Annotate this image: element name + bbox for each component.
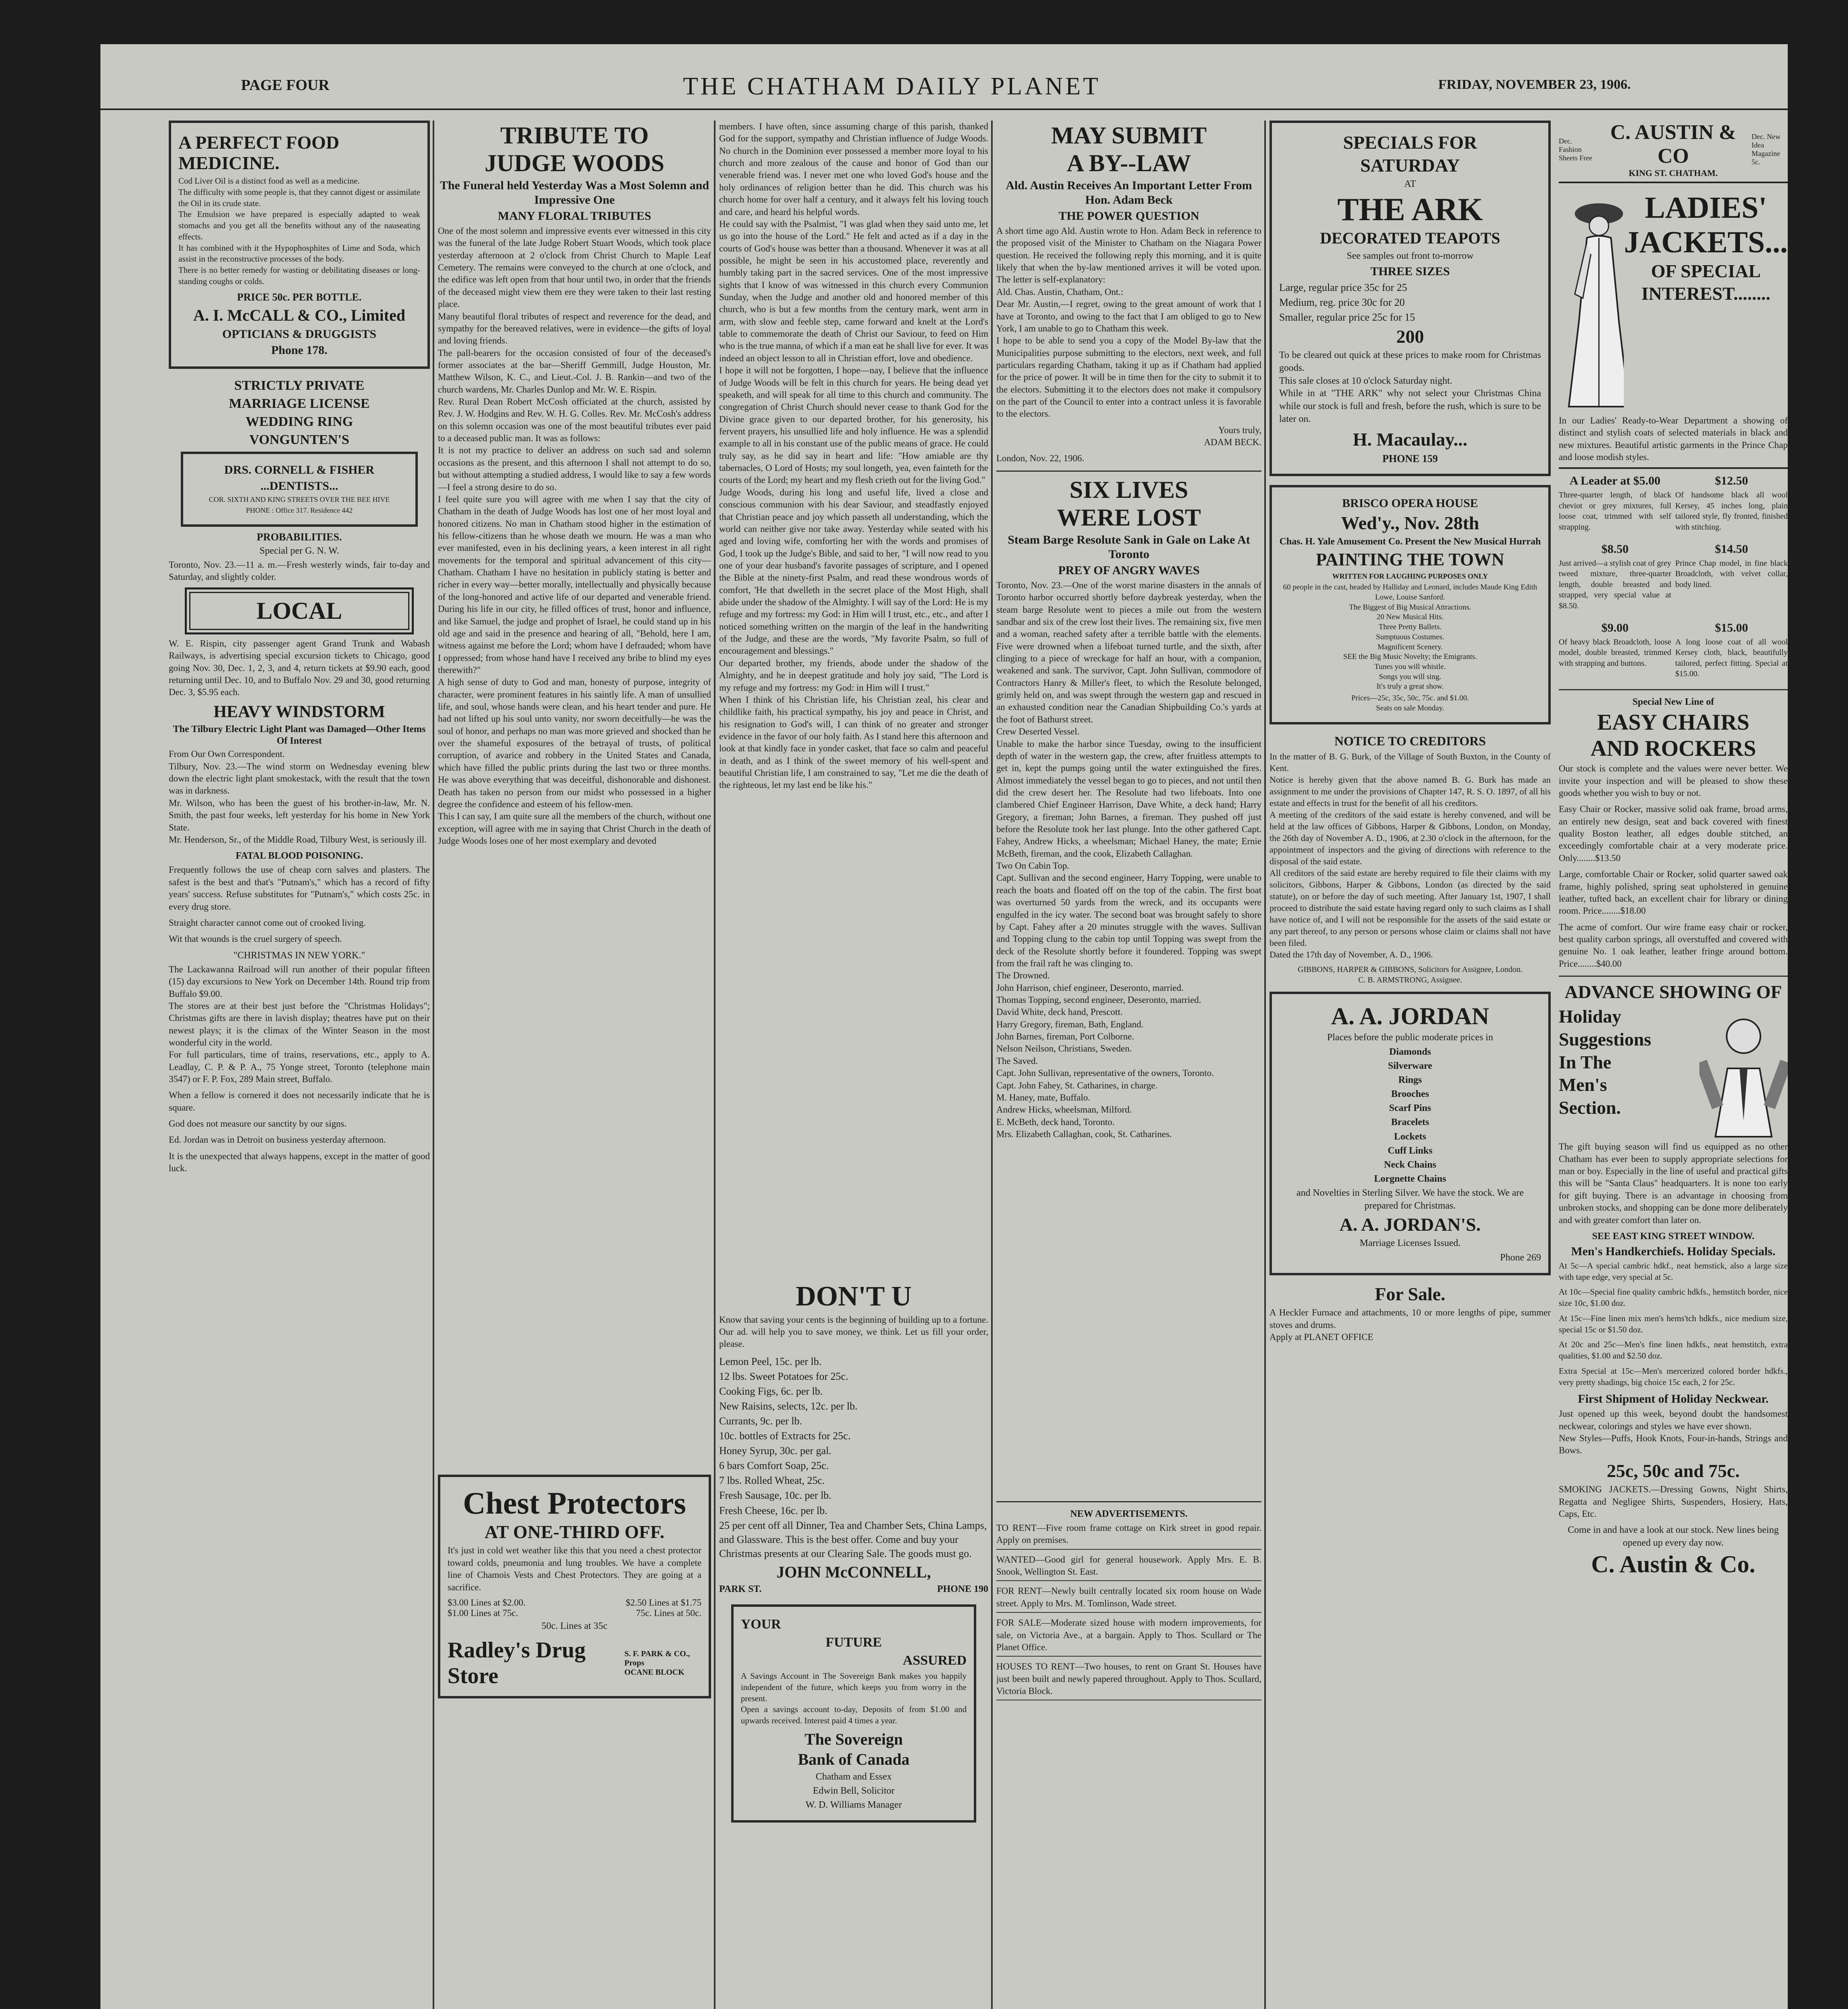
ad-address: COR. SIXTH AND KING STREETS OVER THE BEE HIVE [209,495,390,503]
ad-phone: PHONE 159 [1382,453,1438,465]
classified-ad: WANTED—Good girl for general housework. Apply Mrs. E. B. Snook, Wellington St. East. [996,1554,1261,1581]
divider [1559,689,1788,690]
sovereign-bank-ad [731,1604,976,1823]
mccall-ad [169,121,430,369]
handkerchief-item: At 15c—Fine linen mix men's hems'tch hdkfs., nice medium size, special 15c or $1.50 doz. [1559,1313,1788,1334]
ad-line: SPECIALS FOR [1343,132,1477,153]
dentists-ad [181,452,418,527]
jacket-price: $9.00 [1601,621,1629,634]
probabilities-body: Toronto, Nov. 23.—11 a. m.—Fresh westerly winds, fair to-day and Saturday, and slightly colder. [169,560,430,582]
price-item: Lemon Peel, 15c. per lb. [719,1355,822,1367]
price: $2.50 Lines at $1.75 [626,1597,701,1608]
chair-items [1559,803,1788,970]
price: 50c. Lines at 35c [542,1620,607,1631]
probabilities-head: PROBABILITIES. [257,531,342,543]
local-body: W. E. Rispin, city passenger agent Grand Trunk and Wabash Railways, is advertising special excursion tickets to Chicago, good going Nov. 30, Dec. 1, 2, 3, and 4, return tickets at $9.90 each, good returning until Dec. 10, and to Buffalo Nov. 29 and 30, good returning Dec. 3, $5.95 each. [169,638,430,698]
jordan-intro: Places before the public moderate prices in [1327,1032,1493,1043]
bylaw-place: London, Nov. 22, 1906. [996,453,1084,464]
holiday-h3: Suggestions [1559,1029,1652,1050]
jewelry-item: Bracelets [1391,1117,1429,1128]
column-rule [433,121,434,2009]
ad-line: ASSURED [903,1653,967,1668]
ad-price: Large, regular price 35c for 25 [1279,281,1407,293]
ad-line: DECORATED TEAPOTS [1320,229,1500,248]
dontu-phone: PHONE 190 [937,1583,988,1594]
short-item: Wit that wounds is the cruel surgery of speech. [169,934,342,944]
bylaw-sign: Yours truly, ADAM BECK. [1204,425,1261,448]
price-item: 12 lbs. Sweet Potatoes for 25c. [719,1370,848,1382]
creditors-body: In the matter of B. G. Burk, of the Village of South Buxton, in the County of Kent. Notice is hereby given that the above named B. G. Burk has made an assignment to me under the provisions of Chapter 147, R. S. O. 1897, of all his estate and effects in trust for the benefit of all his creditors. A meeting of the creditors of the said estate is hereby convened, and will be held at the law offices of Gibbons, Harper & Gibbons, London, on Monday, the 26th day of November A. D., 1906, at 2.30 o'clock in the afternoon, for the appointment of inspectors and the giving of directions with reference to the disposal of the said estate. All creditors of the said estate are hereby required to file their claims with my solicitors, Gibbons, Harper & Gibbons, London (as directed by the said statute), on or before the day of such meeting. After January 1st, 1907, I shall proceed to distribute the said estate having regard only to such claims as I shall have notice of, and I will not be responsible for the assets of the said estate or any part thereof, to any person or persons whose claim or claims shall not have been filed. Dated the 17th day of November, A. D., 1906. [1269,751,1551,960]
jackets-h1: LADIES' [1645,191,1767,225]
price-item: New Raisins, selects, 12c. per lb. [719,1400,858,1412]
holiday-h5: Men's [1559,1074,1607,1095]
jewelry-item: Silverware [1388,1060,1433,1071]
jackets-h3: OF SPECIAL [1651,260,1761,281]
price-item: Honey Syrup, 30c. per gal. [719,1445,832,1457]
jacket-item [1675,540,1788,615]
holiday-headline [1559,1004,1699,1141]
price: $3.00 Lines at $2.00. [448,1597,526,1608]
ad-price: Medium, reg. price 30c for 20 [1279,296,1405,308]
column-5 [1269,121,1551,2009]
ad-line: FUTURE [826,1635,882,1650]
classified-ad: TO RENT—Five room frame cottage on Kirk street in good repair. Apply on premises. [996,1522,1261,1550]
creditors-head: NOTICE TO CREDITORS [1334,734,1486,749]
bylaw-sub-2: THE POWER QUESTION [1058,209,1200,223]
chair-item: The acme of comfort. Our wire frame easy chair or rocker, best quality carbon springs, all overstuffed and covered with genuine No. 1 oak leather, leather fringe around bottom. Price........$40.00 [1559,922,1788,969]
tribute-sub: The Funeral held Yesterday Was a Most Solemn and Impressive One [440,179,709,207]
jewelry-item: Lockets [1394,1131,1426,1142]
for-sale-body: A Heckler Furnace and attachments, 10 or more lengths of pipe, summer stoves and drums. Apply at PLANET OFFICE [1269,1307,1551,1342]
divider [996,471,1261,472]
dontu-addr: PARK ST. [719,1583,762,1594]
chairs-pre: Special New Line of [1632,696,1714,707]
jackets-intro: In our Ladies' Ready-to-Wear Department a showing of distinct and stylish coats of selected materials in black and new mixtures. Beautiful artistic garments in the Prince Chap and loose modish styles. [1559,415,1788,462]
ad-line: MARRIAGE LICENSE [229,396,370,411]
bank-manager: W. D. Williams Manager [805,1800,902,1811]
jordan-head: A. A. JORDAN [1331,1003,1489,1030]
lives-head-1: SIX LIVES [1069,476,1188,503]
ad-body: Cod Liver Oil is a distinct food as well as a medicine. The difficulty with some people is, that they cannot digest or assimilate the Oil in its crude state. The Emulsion we have prepared is especially adapted to weak stomachs and you get all the benefits without any of the nauseating effects. It has combined with it the Hypophosphites of Lime and Soda, which assist in the reconstructive processes of the body. There is no better remedy for wasting or debilitating diseases or long-standing coughs or colds. [178,176,420,286]
ad-body: It's just in cold wet weather like this that you need a chest protector toward colds, pneumonia and lung troubles. We have a complete line of Chamois Vests and Chest Protectors. They are going at a sacrifice. [448,1545,701,1592]
price-item: Cooking Figs, 6c. per lb. [719,1385,823,1397]
local-banner [185,587,414,634]
chair-item: Easy Chair or Rocker, massive solid oak frame, broad arms, an entirely new design, seat and back covered with finest quality Boston leather, all edges double stitched, an exceedingly comfortable chair at a very moderate price. Only........$13.50 [1559,804,1788,863]
lives-sub-2: PREY OF ANGRY WAVES [1058,563,1200,577]
jordan-license: Marriage Licenses Issued. [1359,1238,1461,1249]
ad-line: AT [1404,179,1416,190]
newspaper-page [100,44,1788,2009]
handkerchief-item: Extra Special at 15c—Men's mercerized colored border hdkfs., very pretty shadings, big choice 15c each, 2 for 25c. [1559,1366,1788,1387]
jacket-desc: Prince Chap model, in fine black Broadcloth, with velvet collar, body lined. [1675,559,1788,589]
ad-phone: Phone 178. [271,343,327,357]
classified-ad: FOR SALE—Moderate sized house with modern improvements, for sale, on Victoria Ave., at a bargain. Apply to Thos. Scullard or The Planet Office. [996,1617,1261,1657]
windstorm-head: HEAVY WINDSTORM [213,702,385,721]
bank-name-2: Bank of Canada [798,1750,910,1768]
ad-firm: A. I. McCALL & CO., Limited [193,306,405,324]
jacket-item [1559,472,1671,536]
austin-address: KING ST. CHATHAM. [1629,168,1718,178]
ad-line: WEDDING RING [245,414,353,429]
ad-sub: AT ONE-THIRD OFF. [484,1521,664,1542]
ad-line: STRICTLY PRIVATE [234,378,365,393]
austin-footer-firm: C. Austin & Co. [1591,1551,1756,1577]
vonguntens-ad [169,378,430,448]
ad-line: VONGUNTEN'S [249,432,350,447]
price-item: Fresh Cheese, 16c. per lb. [719,1504,828,1516]
windstorm-sub: The Tilbury Electric Light Plant was Damaged—Other Items Of Interest [173,724,426,746]
jackets-h2: JACKETS... [1624,225,1788,259]
jacket-price: $14.50 [1715,542,1748,556]
price-item: Currants, 9c. per lb. [719,1415,802,1427]
jacket-items [1559,467,1788,683]
price-item: 25 per cent off all Dinner, Tea and Chamber Sets, China Lamps, and Glassware. This is the best offer. Come and buy your Christmas presents at our Clearing Sale. The goods must go. [719,1519,987,1559]
jewelry-item: Neck Chains [1384,1160,1437,1170]
chest-protectors-ad [438,1475,711,1698]
ad-line: See samples out front to-morrow [1347,251,1474,262]
lives-sub: Steam Barge Resolute Sank in Gale on Lake At Toronto [1008,533,1250,561]
handkerchief-items [1559,1260,1788,1388]
jacket-price: $15.00 [1715,621,1748,634]
divider [1559,976,1788,977]
jewelry-item: Rings [1398,1074,1422,1085]
opera-tagline: WRITTEN FOR LAUGHING PURPOSES ONLY [1332,572,1488,581]
price-item: Fresh Sausage, 10c. per lb. [719,1489,832,1502]
tribute-sub-2: MANY FLORAL TRIBUTES [498,209,651,223]
ad-trade: OPTICIANS & DRUGGISTS [222,327,376,341]
jacket-desc: A long loose coat of all wool Kersey cloth, black, beautifully tailored, perfect fitting. Special at $15.00. [1675,637,1788,679]
austin-header [1559,121,1788,183]
column-4 [996,121,1261,2009]
jacket-desc: Just arrived—a stylish coat of grey tweed mixture, three-quarter length, double breasted and strapped, very special value at $8.50. [1559,559,1671,610]
neckwear-head: First Shipment of Holiday Neckwear. [1578,1392,1769,1406]
probabilities-sub: Special per G. N. W. [260,545,339,556]
short-item: When a fellow is cornered it does not necessarily indicate that he is square. [169,1090,430,1113]
price: $1.00 Lines at 75c. [448,1608,518,1618]
neckwear-body: Just opened up this week, beyond doubt the handsomest neckwear, colorings and styles we have ever shown. New Styles—Puffs, Hook Knots, Four-in-hands, Strings and Bows. [1559,1409,1788,1456]
holiday-h4: In The [1559,1052,1611,1072]
chairs-h2: AND ROCKERS [1590,736,1756,761]
jacket-desc: Of heavy black Broadcloth, loose model, double breasted, trimmed with strapping and buttons. [1559,637,1671,668]
bank-branch: Chatham and Essex [816,1771,892,1782]
bank-solicitor: Edwin Bell, Solicitor [813,1785,895,1796]
dontu-body: Know that saving your cents is the beginning of building up to a fortune. Our ad. will help you to save money, we think. Let us fill your order, please. [719,1314,988,1349]
ad-headline: A PERFECT FOOD MEDICINE. [178,132,339,173]
classified-ad: FOR RENT—Newly built centrally located six room house on Wade street. Apply to Mrs. M. Tomlinson, Wade street. [996,1585,1261,1613]
jackets-headline [1624,190,1788,415]
column-rule [714,121,715,2009]
handkerchief-item: At 10c—Special fine quality cambric hdkfs., hemstitch border, nice size 10c, $1.00 doz. [1559,1287,1788,1308]
man-with-neckties-illustration [1699,1004,1788,1141]
column-3 [719,121,988,2009]
holiday-h6: Section. [1559,1097,1621,1118]
newspaper-title: THE CHATHAM DAILY PLANET [683,73,1101,100]
price: 75c. Lines at 50c. [636,1608,701,1618]
new-ads-list [996,1522,1261,1700]
ad-line: THREE SIZES [1370,264,1450,278]
masthead [100,72,1788,110]
austin-name-block [1595,121,1752,178]
lives-body: Toronto, Nov. 23.—One of the worst marine disasters in the annals of Toronto harbor occurred shortly before daybreak yesterday, when the steam barge Resolute went to pieces a mile out from the western sandbar and six of the crew lost their lives. The remaining six, five men and a woman, reached safety after a terrible battle with the elements. Five were drowned when a lifeboat turned turtle, and the sixth, after clinging to a piece of wreckage for half an hour, with a companion, weakened and sank. The survivor, Capt. John Sullivan, commodore of Contractors Hanry & Miller's fleet, to which the Resolute belonged, grimly held on, and was swept through the western gap and rescued in an exhausted condition near the Canadian Shipbuilding Co.'s yards at the foot of Bathurst street. Crew Deserted Vessel. Unable to make the harbor since Tuesday, owing to the insufficient depth of water in the western gap, the crew, after fruitless attempts to get in, kept the pumps going until the water extinguished the fires. Almost immediately the vessel began to go to pieces, and not until then did the crew desert her. The Resolute had two lifeboats. Into one clambered Chief Engineer Harrison, Dave White, a deck hand; Harry Gregory, a fireman; John Barnes, a fireman. They pushed off just before the Resolute took her last plunge. Into the other gathered Capt. Fahey, Andrew Hicks, a wheelsman; Michael Haney, the mate; Ernie McBeth, fireman, and the cook, Elizabeth Callaghan. Two On Cabin Top. Capt. Sullivan and the second engineer, Harry Topping, were unable to reach the boats and floated off on the top of the cabin. The first boat was overturned 50 yards from the wreck, and its occupants were engulfed in the icy water. The second boat was brought safely to shore by Capt. Fahey after a 20 minutes struggle with the waves. Sullivan and Topping clung to the cabin top until Topping was swept from the deck of the Resolute shortly before it foundered. Topping was swept from the frail raft he was clinging to. The Drowned. John Harrison, chief engineer, Deseronto, married. Thomas Topping, second engineer, Deseronto, married. David White, deck hand, Prescott. Harry Gregory, fireman, Bath, England. John Barnes, fireman, Port Colborne. Nelson Neilson, Christians, Sweden. The Saved. Capt. John Sullivan, representative of the owners, Toronto. Capt. John Fahey, St. Catharines, in charge. M. Haney, mate, Buffalo. Andrew Hicks, wheelsman, Milford. E. McBeth, deck hand, Toronto. Mrs. Elizabeth Callaghan, cook, St. Catharines. [996,580,1261,1139]
holiday-h2: Holiday [1559,1006,1621,1027]
jewelry-item: Cuff Links [1388,1145,1433,1156]
new-idea-magazine: Dec. New Idea Magazine 5c. [1752,133,1781,166]
column-2 [438,121,711,2009]
ad-firm: Radley's Drug Store [448,1638,586,1689]
classified-ad: HOUSES TO RENT—Two houses, to rent on Grant St. Houses have just been built and newly papered throughout. Apply to Thos. Scullard, Victoria Block. [996,1661,1261,1700]
ad-line: SATURDAY [1360,155,1460,176]
opera-show: PAINTING THE TOWN [1316,549,1505,569]
fatal-body: Frequently follows the use of cheap corn salves and plasters. The safest is the best and that's "Putnam's," which has a record of fifty years' success. Refuse substitutes for "Putnam's," which costs 25c. in every drug store. [169,865,430,912]
price-item: 10c. bottles of Extracts for 25c. [719,1430,851,1442]
jewelry-item: Brooches [1391,1089,1429,1100]
ad-name: DRS. CORNELL & FISHER [224,463,374,477]
jacket-desc: Three-quarter length, of black cheviot or grey mixtures, full loose coat, trimmed with self strapping. [1559,491,1671,532]
opera-date: Wed'y., Nov. 28th [1341,513,1479,534]
jewelry-item: Scarf Pins [1389,1103,1431,1114]
local-label: LOCAL [189,592,409,630]
jordan-items [1279,1046,1541,1186]
jordan-phone: Phone 269 [1500,1252,1541,1263]
jacket-price: A Leader at $5.00 [1569,474,1661,488]
handkerchief-head: Men's Handkerchiefs. Holiday Specials. [1571,1245,1776,1258]
jacket-price: $12.50 [1715,474,1748,488]
handkerchief-item: At 20c and 25c—Men's fine linen hdkfs., neat hemstitch, extra qualities, $1.00 and $2.50 doz. [1559,1340,1788,1361]
ad-price: Smaller, regular price 25c for 15 [1279,311,1415,323]
jacket-item [1675,472,1788,536]
ad-firm: H. Macaulay... [1353,429,1468,450]
page-number: PAGE FOUR [241,77,329,94]
tribute-body: One of the most solemn and impressive events ever witnessed in this city was the funeral of the late Judge Robert Stuart Woods, which took place yesterday afternoon at 2 o'clock from Christ Church to Maple Leaf Cemetery. The remains were conveyed to the church at one o'clock, and the edifice was left open from that hour until two, in order that the friends of the deceased might view them ere they were taken to their last resting place. Many beautiful floral tributes of respect and reverence for the dead, and sympathy for the bereaved relatives, were in evidence—the gifts of loyal and loving friends. The pall-bearers for the occasion consisted of four of the deceased's former associates at the bar—Sheriff Gemmill, Judge Houston, Mr. Matthew Wilson, K. C., and Lieut.-Col. J. B. Rankin—and two of the church wardens, Mr. Charles Dunlop and Mr. W. E. Rispin. Rev. Rural Dean Robert McCosh officiated at the church, assisted by Rev. J. W. Hodgins and Rev. W. H. G. Colles. Rev. Mr. McCosh's address on this solemn occasion was one of the most beautiful tributes ever paid to a deceased public man. It was as follows: It is not my practice to deliver an address on such sad and solemn occasions as the present, and this afternoon I shall not attempt to do so, but without attempting a studied address, I would like to say a few words—I feel a strong desire to do so. I feel quite sure you will agree with me when I say that the city of Chatham in the death of Judge Woods has lost one of her most loyal and honored citizens. No man in Chatham stood higher in the estimation of his fellow-citizens than he whose death we mourn. He was a man who ever manifested, even in his declining years, a keen interest in all right movements for the temporal and spiritual advancement of this city—Chatham. Chatham I have no hesitation in publicly stating is better and richer in every way—better morally, intellectually and physically because of the long-honored and active life of our departed and venerable friend. During his life in our city, he filled offices of trust, honor and influence, and like Samuel, the judge and prophet of Israel, he could stand up in his old age and said in the presence and hearing of all, "Behold, here I am, witness against me before the Lord; whom have I defrauded; whom have I oppressed; from whose hand have I received any bribe to blind my eyes therewith?" A high sense of duty to God and man, honesty of purpose, integrity of character, were prominent features in his saintly life. A man of unsullied life, and soul, whose hands were clean, and his heart tender and pure. He had not lifted up his soul unto vanity, nor sworn deceitfully—he was the soul of honor, and perhaps no man was more grieved and shocked than he over the shameful exposures of the betrayal of trusts, of political corruption, of avarice and robbery in the United States and Canada, which have filled the public prints during the last two or three months. He was above everything that was deceitful, dishonorable and dishonest. Death has taken no person from our midst who possessed in a higher degree the confidence and esteem of his fellow-men. This I can say, I am quite sure all the members of the church, without one exception, will agree with me in saying that Christ Church in the death of Judge Woods loses one of her most exemplary and devoted [438,226,711,846]
jacket-item [1559,540,1671,615]
divider [996,1501,1261,1502]
jackets-ad [1559,190,1788,415]
neckwear-price: 25c, 50c and 75c. [1607,1460,1740,1481]
bank-name-1: The Sovereign [804,1730,903,1748]
ad-body: To be cleared out quick at these prices to make room for Christmas goods. This sale closes at 10 o'clock Saturday night. While in at "THE ARK" why not select your Christmas China while our stock is full and fresh, before the rush, which is sure to be later on. [1279,350,1541,424]
jacket-item [1559,619,1671,683]
ad-count: 200 [1396,326,1424,347]
chairs-body: Our stock is complete and the values were never better. We invite your inspection and will be pleased to show these goods whether you wish to buy or not. [1559,763,1788,798]
price-row [448,1598,701,1608]
dontu-items [719,1354,988,1561]
lady-in-jacket-illustration [1559,190,1624,415]
opera-body: 60 people in the cast, headed by Halliday and Leonard, includes Maude King Edith Lowe, Louise Sanford. The Biggest of Big Musical Attractions. 20 New Musical Hits. Three Pretty Ballets. Sumptuous Costumes. Magnificent Scenery. SEE the Big Music Novelty; the Emigrants. Tunes you will whistle. Songs you will sing. It's truly a great show. [1283,583,1537,691]
bylaw-sub: Ald. Austin Receives An Important Letter From Hon. Adam Beck [1006,179,1252,207]
handkerchief-item: At 5c—A special cambric hdkf., neat hemstick, also a large size with tape edge, very special at 5c. [1559,1261,1788,1282]
tribute-head-1: TRIBUTE TO [500,122,649,149]
holiday-h1: ADVANCE SHOWING OF [1564,982,1782,1002]
opera-presenter: Chas. H. Yale Amusement Co. Present the New Musical Hurrah [1279,536,1541,547]
jacket-item [1675,619,1788,683]
tribute-head-2: JUDGE WOODS [484,150,664,176]
lives-head-2: WERE LOST [1057,504,1201,531]
column-rule [991,121,993,2009]
austin-name: C. AUSTIN & CO [1610,121,1736,168]
short-item: Ed. Jordan was in Detroit on business yesterday afternoon. [169,1135,386,1145]
price-row [448,1608,701,1618]
ad-line: YOUR [741,1616,781,1632]
short-item: Straight character cannot come out of crooked living. [169,917,366,928]
christmas-body: The Lackawanna Railroad will run another of their popular fifteen (15) day excursions to New York on December 14th. Round trip from Buffalo $9.00. The stores are at their best just before the "Christmas Holidays"; Christmas gifts are there in lavish display; theatres have put on their newest plays; it is the climax of the Winter Season in the most wonderful city in the world. For full particulars, time of trains, reservations, etc., apply to A. Leadlay, C. P. & P. A., 75 Yonge street, Toronto (telephone main 3547) or F. P. Fox, 289 Main street, Buffalo. [169,964,430,1084]
jordan-ad [1269,992,1551,1275]
holiday-see: SEE EAST KING STREET WINDOW. [1592,1231,1754,1242]
christmas-head: "CHRISTMAS IN NEW YORK." [233,950,365,961]
smoking-jackets: SMOKING JACKETS.—Dressing Gowns, Night Shirts, Regatta and Negligee Shirts, Suspenders, Hosiery, Hats, Caps, Etc. [1559,1484,1788,1519]
dontu-head: DON'T U [795,1281,912,1312]
bylaw-head-1: MAY SUBMIT [1051,122,1207,149]
column-1 [169,121,430,2009]
ad-owner-block [624,1649,701,1677]
ad-price: PRICE 50c. PER BOTTLE. [237,291,362,303]
ad-headline: Chest Protectors [463,1485,686,1520]
opera-name: BRISCO OPERA HOUSE [1342,497,1478,510]
holiday-body: The gift buying season will find us equipped as no other Chatham has ever been to supply appropriate selections for man or boy. Especially in the line of useful and practical gifts this will be "Santa Claus" headquarters. It is none too early for gift buying. There is an advantage in choosing from unbroken stocks, and shopping can be done more deliberately and with greater comfort than later on. [1559,1142,1788,1225]
price-item: 7 lbs. Rolled Wheat, 25c. [719,1475,825,1487]
bylaw-head-2: A BY--LAW [1067,150,1191,176]
windstorm-body: From Our Own Correspondent. Tilbury, Nov. 23.—The wind storm on Wednesday evening blew down the electric light plant smokestack, with the result that the town was in darkness. Mr. Wilson, who has been the guest of his brother-in-law, Mr. N. Smith, the past four weeks, left yesterday for his home in New York State. Mr. Henderson, Sr., of the Middle Road, Tilbury West, is seriously ill. [169,749,430,845]
for-sale-head: For Sale. [1375,1283,1445,1304]
price-item: 6 bars Comfort Soap, 25c. [719,1460,829,1472]
creditors-sign: GIBBONS, HARPER & GIBBONS, Solicitors for Assignee, London. C. B. ARMSTRONG, Assignee. [1298,965,1523,985]
jewelry-item: Diamonds [1389,1046,1431,1057]
chairs-h1: EASY CHAIRS [1597,710,1750,735]
ad-owner: S. F. PARK & CO., Props [624,1649,690,1667]
jewelry-item: Lorgnette Chains [1374,1174,1446,1185]
jacket-price: $8.50 [1601,542,1629,556]
issue-date: FRIDAY, NOVEMBER 23, 1906. [1438,77,1631,92]
holiday-come: Come in and have a look at our stock. New lines being opened up every day now. [1568,1525,1779,1548]
chair-item: Large, comfortable Chair or Rocker, solid quarter sawed oak frame, highly polished, spring seat upholstered in genuine leather, tufted back, an excellent chair for library or dining room. Price........$18.00 [1559,869,1788,916]
austin-section [1559,121,1788,2009]
dontu-firm: JOHN McCONNELL, [776,1563,931,1581]
jacket-desc: Of handsome black all wool Kersey, 45 inches long, plain tailored style, fly fronted, finished with stitching. [1675,491,1788,532]
tribute-continued: members. I have often, since assuming charge of this parish, thanked God for the support, sympathy and Christian influence of Judge Woods. No church in the Dominion ever possessed a member more loyal to his church and more zealous of the cause and honor of God than our venerable friend was. I never met one who loved God's house and the holy ordinances of religion better than he did. This church was his church home for over half a century, and it always felt his loving touch and care, and heard his helpful words. He could say with the Psalmist, "I was glad when they said unto me, let us go into the house of the Lord." He felt and acted as if a day in the courts of God's house was better than a thousand. Whenever it was at all possible, he might be seen in his accustomed place, reverently and humbly taking part in the sacred services. One of the most impressive sights that I know of was witnessed in this church every Communion Sunday, when the Judge and another old and honored member of this church, who is but a few months from the century mark, went arm in arm, with slow and feeble step, came forward and knelt at the Lord's table to commemorate the death of Christ our Saviour, to feed on Him who is the true manna, of which if a man eat he shall live for ever. It was indeed an object lesson to all in Christian effort, love and obedience. I hope it will not be forgotten, I hope—nay, I believe that the influence of Judge Woods will be felt in this church for years. He being dead yet speaketh, and will speak for all time to this church and community. The congregation of Christ Church should never cease to thank God for the Divine grace given to our departed brother, for his generosity, his fervent prayers, his unsullied life and holy influence. He was a splendid example to all in his constant use of the public means of grace. He could truly say, as he did say in heart and life: "How amiable are thy tabernacles, O Lord of Hosts; my soul longeth, yea, even fainteth for the courts of the Lord; my heart and my flesh crieth out for the living God." Judge Woods, during his long and useful life, lived a close and conscious communion with his dear Saviour, and steadfastly enjoyed that Christian peace and joy which passeth all understanding, which the world can neither give nor take away. Yesterday while seated with his aged and loving wife, comforting her with the words and promises of God, I took up the Judge's Bible, and said to her, "I will now read to you one of your dear husband's favorite passages of scripture, and I opened the Bible at the ninety-first Psalm, and read these wondrous words of comfort, 'He that dwelleth in the secret place of the Most High, shall abide under the shadow of the Almighty. I will say of the Lord: He is my refuge and my fortress: my God: in Him will I trust, etc., etc., and after I noticed something written on the margin of the leaf in the handwriting of the Judge, and these are the words, "My favorite Psalm, so full of encouragement and blessings." Our departed brother, my friends, abode under the shadow of the Almighty, and he in deepest gratitude and holy joy said, "The Lord is my refuge and my fortress: my God: in Him will I trust." When I think of his Christian life, his Christian zeal, his clear and childlike faith, his practical sympathy, his joy and peace in Christ, and his resignation to God's will, I can think of no greater and stronger evidence in the favor of our holy faith. As I stand here this afternoon and look at that kindly face in yonder casket, that face so calm and peaceful in death, and as I think of the sweet memory of his well-spent and beautiful Christian life, I am constrained to say, "Let me die the death of the righteous, let my last end be like his." [719,121,988,790]
jordan-outro: and Novelties in Sterling Silver. We have the stock. We are prepared for Christmas. [1296,1188,1524,1211]
jackets-h4: INTEREST........ [1641,283,1770,304]
ad-store-name: THE ARK [1337,192,1483,228]
short-item: It is the unexpected that always happens, except in the matter of good luck. [169,1151,430,1174]
fashion-sheets: Dec. Fashion Sheets Free [1559,137,1592,162]
ad-block: OCANE BLOCK [624,1667,685,1677]
short-item: God does not measure our sanctity by our signs. [169,1119,347,1129]
fatal-head: FATAL BLOOD POISONING. [235,851,363,861]
opera-prices: Prices—25c, 35c, 50c, 75c. and $1.00. Seats on sale Monday. [1351,694,1469,712]
ad-body: A Savings Account in The Sovereign Bank makes you happily independent of the future, which keeps you from worry in the present. Open a savings account to-day, Deposits of from $1.00 and upwards received. Interest paid 4 times a year. [741,1671,967,1726]
jordan-firm: A. A. JORDAN'S. [1339,1214,1481,1235]
column-rule [1264,121,1266,2009]
ark-ad [1269,121,1551,476]
opera-house-ad [1269,485,1551,724]
ad-phone: PHONE : Office 317. Residence 442 [246,506,353,515]
ad-footer [448,1637,701,1689]
new-ads-head: NEW ADVERTISEMENTS. [1070,1508,1188,1519]
dontu-footer [719,1584,988,1595]
ad-trade: ...DENTISTS... [260,479,338,493]
bylaw-body: A short time ago Ald. Austin wrote to Hon. Adam Beck in reference to the proposed visit of the Minister to Chatham on the Niagara Power question. He received the following reply this morning, and it is quite likely that when the by-law mentioned arrives it will be voted upon. The letter is self-explanatory: Ald. Chas. Austin, Chatham, Ont.: Dear Mr. Austin,—I regret, owing to the great amount of work that I have at Toronto, and owing to the fact that I am obliged to go to New York, I am unable to go to Chatham this week. I hope to be able to send you a copy of the Model By-law that the Municipalities purpose submitting to the electors, next week, and full particulars regarding Chatham, taking it up as if Chatham had applied for the price of power. It will be in time then for the city to submit it to the electors. Submitting it to the electors does not make it compulsory on the part of the Council to enter into a contract unless it is favorable to the electors. [996,226,1261,419]
holiday-block [1559,1004,1788,1141]
